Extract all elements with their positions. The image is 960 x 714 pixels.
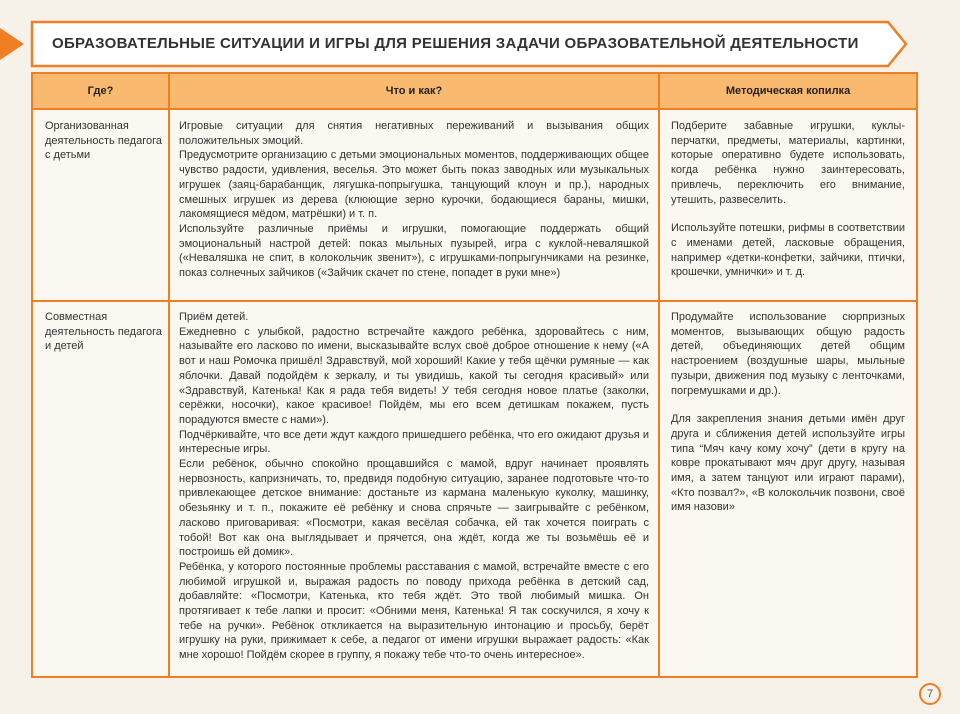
column-divider [168, 74, 170, 676]
what-paragraph: Ребёнка, у которого постоянные проблемы расставания с мамой, встречайте вместе с его любимой игрушкой и, выражая радость по поводу прихода ребёнка в детский сад, добавляйте: «Посмотри, Катенька, кто тебя ждёт. Это твой любимый мишка. Он протягивает к тебе лапки и просит: «Обними меня, Катенька! Я так соскучился, я хочу к тебе на ручки». Ребёнок откликается на выразительную интонацию и просьбу, берёт игрушку на руки, прижимает к себе, а педагог от имени игрушки выражает радость: «Как мне хорошо! Пойдём скорее в группу, я покажу тебе что-то очень интересное». [179, 560, 649, 662]
where-text: Организованная деятельность педагога с детьми [45, 120, 162, 162]
table-row-2-tips [671, 310, 905, 515]
page-number: 7 [919, 683, 941, 705]
tip-paragraph: Продумайте использование сюрпризных моментов, вызывающих общую радость детей, объединяющих детей общим настроением (воздушные шары, мыльные пузыри, движения под музыку с ленточками, погремушками и др.). [671, 311, 905, 397]
page-title: ОБРАЗОВАТЕЛЬНЫЕ СИТУАЦИИ И ИГРЫ ДЛЯ РЕШЕНИЯ ЗАДАЧИ ОБРАЗОВАТЕЛЬНОЙ ДЕЯТЕЛЬНОСТИ [52, 35, 859, 52]
what-paragraph: Предусмотрите организацию с детьми эмоциональных моментов, поддерживающих общее чувство радости, удивления, веселья. Это может быть показ заводных или музыкальных игрушек (заяц-барабанщик, лягушка-попрыгушка, танцующий клоун и пр.), народных смешных игрушек из дерева (клюющие зерно курочки, бодающиеся бараны, мишки, лакомящиеся мёдом, матрёшки) и т. п. [179, 149, 649, 221]
header-tips [660, 74, 916, 108]
table-row-1-what [179, 119, 649, 281]
header-what [170, 74, 658, 108]
what-paragraph: Если ребёнок, обычно спокойно прощавшийся с мамой, вдруг начинает проявлять нервозность, капризничать, то, предвидя подобную ситуацию, заранее подготовьте что-то привлекающее детское внимание: достаньте из кармана маленькую куколку, машинку, обезьянку и т. п., покажите её ребёнку и снова спрячьте — заигрывайте с ребёнком, ласково приговаривая: «Посмотри, какая весёлая собачка, ей так хочется поиграть с тобой! Вот как она выглядывает и прячется, она ждёт, когда же ты возьмёшь её и построишь ей домик». [179, 458, 649, 559]
tip-paragraph: Для закрепления знания детьми имён друг друга и сближения детей используйте игры типа “Мяч качу кому хочу” (дети в кругу на ковре прокатывают мяч друг другу, называя имя, а затем танцуют или играют парами), «Кто позвал?», «В колокольчик позвони, своё имя назови» [671, 413, 905, 514]
table-row-1-tips [671, 119, 905, 280]
section-marker-arrow-icon [0, 26, 28, 62]
row-divider [33, 108, 916, 110]
what-paragraph: Используйте различные приёмы и игрушки, помогающие поддержать общий эмоциональный настрой детей: показ мыльных пузырей, игра с куклой-неваляшкой («Неваляшка не спит, в колокольчик звенит»), с игрушками-попрыгунчиками на резинке, показ солнечных зайчиков («Зайчик скачет по стене, попадет в руки мне») [179, 222, 649, 280]
header-where-label: Где? [87, 85, 114, 97]
activities-table [31, 72, 918, 678]
what-paragraph: Ежедневно с улыбкой, радостно встречайте каждого ребёнка, здоровайтесь с ним, называйте его ласково по имени, высказывайте вслух своё доброе отношение к нему («А вот и наш Ромочка пришёл! Здравствуй, мой хороший! Какие у тебя щёчки румяные — как яблочки. Давай подойдём к зеркалу, и ты увидишь, какой ты сегодня красивый» или «Здравствуй, Катенька! Как я рада тебя видеть! У тебя сегодня новое платье (заколки, серёжки, носочки), какое красивое! Пойдём, мы его всем детишкам покажем, пусть порадуются вместе с нами»). [179, 325, 649, 426]
title-banner [30, 20, 908, 68]
header-tips-label: Методическая копилка [725, 85, 851, 97]
what-paragraph: Игровые ситуации для снятия негативных переживаний и вызывания общих положительных эмоций. [179, 120, 649, 147]
what-paragraph: Приём детей. [179, 311, 249, 323]
what-paragraph: Подчёркивайте, что все дети ждут каждого пришедшего ребёнка, что его ожидают друзья и интересные игры. [179, 428, 649, 456]
header-where [33, 74, 168, 108]
where-text: Совместная деятельность педагога и детей [45, 311, 162, 353]
row-divider [33, 300, 916, 302]
header-what-label: Что и как? [385, 85, 443, 97]
tip-paragraph: Подберите забавные игрушки, куклы-перчатки, предметы, материалы, картинки, которые оперативно будете использовать, когда ребёнка нужно заинтересовать, привлечь, переключить его внимание, утешить, развеселить. [671, 120, 905, 206]
table-row-2-what [179, 310, 649, 663]
column-divider [658, 74, 660, 676]
tip-paragraph: Используйте потешки, рифмы в соответствии с именами детей, ласковые обращения, например «детки-конфетки, зайчики, птички, крошечки, умнички» и т. д. [671, 222, 905, 279]
table-row-2-where [45, 310, 163, 354]
table-row-1-where [45, 119, 163, 163]
